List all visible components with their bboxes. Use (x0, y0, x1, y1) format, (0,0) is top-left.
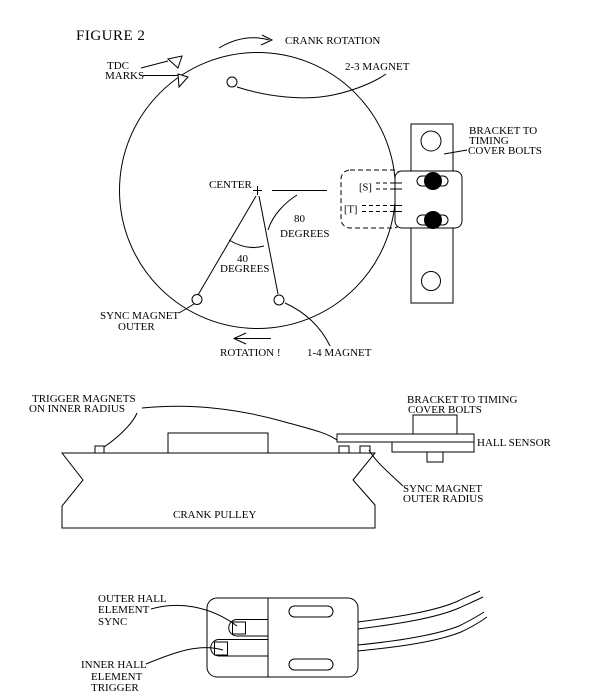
trigger-magnets-label-line2: ON INNER RADIUS (29, 403, 125, 415)
deg40-value: 40 (237, 253, 248, 265)
sync-magnet-label-line1: SYNC MAGNET (100, 310, 180, 322)
hall-sensor-side (392, 442, 474, 452)
outer-hall-label-line2: ELEMENT (98, 604, 150, 616)
sync-magnet-label-line2: OUTER (118, 321, 155, 333)
outer-hall-label-line1: OUTER HALL (98, 593, 167, 605)
bracket-bolt-block (413, 415, 457, 434)
hall-sensor-tab (427, 452, 443, 462)
trigger-magnets-label-line1: TRIGGER MAGNETS (32, 393, 136, 405)
hall-sensor-label: HALL SENSOR (477, 437, 551, 449)
deg80-word: DEGREES (280, 228, 330, 240)
crank-pulley-label: CRANK PULLEY (173, 509, 257, 521)
bracket-label-line2: TIMING (469, 135, 509, 147)
sensor-bolt-bottom (425, 212, 442, 229)
deg80-value: 80 (294, 213, 305, 225)
pulley-hub (168, 433, 268, 453)
rotation-label: ROTATION ! (220, 347, 281, 359)
bracket-bolt-hole-top (421, 131, 441, 151)
trigger-magnet-square (95, 446, 104, 453)
tdc-label-line1: TDC (107, 60, 129, 72)
sensor-t-label: [T] (344, 204, 358, 216)
bracket-label-line3: COVER BOLTS (468, 145, 542, 157)
inner-hall-label-line3: TRIGGER (91, 682, 139, 694)
tdc-label-line2: MARKS (105, 70, 145, 82)
crank-rotation-label: CRANK ROTATION (285, 35, 381, 47)
inner-hall-label-line1: INNER HALL (81, 659, 147, 671)
magnet-2-3-label: 2-3 MAGNET (345, 61, 410, 73)
figure-title: FIGURE 2 (76, 28, 146, 44)
center-label: CENTER (209, 179, 252, 191)
sync-outer-label-line2: OUTER RADIUS (403, 493, 484, 505)
deg40-word: DEGREES (220, 263, 270, 275)
sync-outer-label-line1: SYNC MAGNET (403, 483, 483, 495)
outer-magnet-square-1 (339, 446, 349, 453)
outer-hall-label-line3: SYNC (98, 616, 128, 628)
bracket-label-line1: BRACKET TO (469, 125, 538, 137)
inner-hall-label-line2: ELEMENT (91, 671, 143, 683)
bracket-bar (337, 434, 474, 442)
sensor-s-label: [S] (359, 182, 372, 194)
sensor-bolt-top (425, 173, 442, 190)
magnet-1-4-label: 1-4 MAGNET (307, 347, 372, 359)
bracket-side-label-line1: BRACKET TO TIMING (407, 394, 518, 406)
outer-magnet-square-2 (360, 446, 370, 453)
bracket-side-label-line2: COVER BOLTS (408, 404, 482, 416)
bracket-bolt-hole-bottom (422, 272, 441, 291)
